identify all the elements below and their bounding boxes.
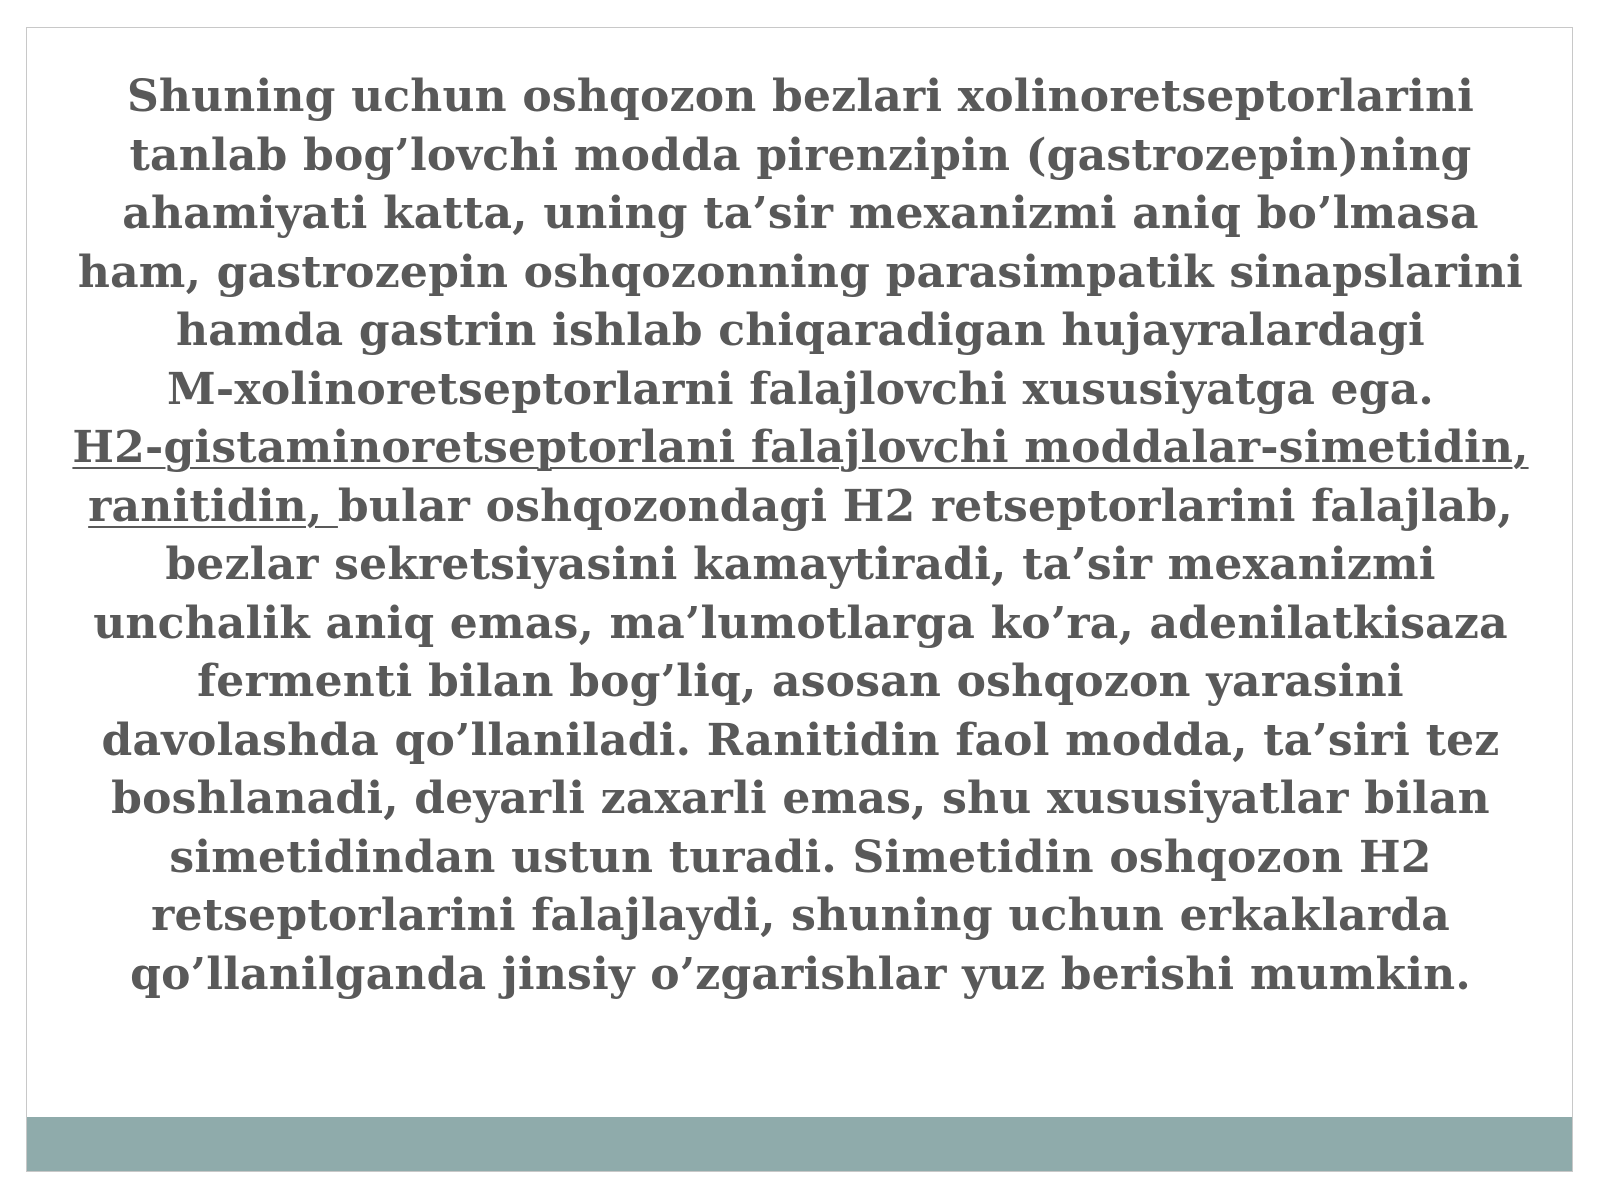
- text-line-11: fermenti bilan bog’liq, asosan oshqozon yarasini: [197, 656, 1404, 707]
- text-line-13: boshlanadi, deyarli zaxarli emas, shu xususiyatlar bilan: [111, 773, 1490, 824]
- text-line-8-rest: bular oshqozondagi H2 retseptorlarini falajlab,: [337, 480, 1513, 532]
- slide-body-text: [72, 68, 1529, 1004]
- text-line-12: davolashda qo’llaniladi. Ranitidin faol modda, ta’siri tez: [101, 714, 1500, 766]
- underlined-drug-line: H2-gistaminoretseptorlani falajlovchi moddalar-simetidin,: [72, 422, 1529, 473]
- text-line-1: Shuning uchun oshqozon bezlari xolinoretseptorlarini: [126, 71, 1475, 122]
- text-line-4: ham, gastrozepin oshqozonning parasimpatik sinapslarini: [77, 246, 1524, 298]
- text-line-6: M-xolinoretseptorlarni falajlovchi xususiyatga ega.: [167, 363, 1434, 415]
- text-line-5: hamda gastrin ishlab chiqaradigan hujayralardagi: [176, 305, 1425, 356]
- slide-frame: [26, 27, 1573, 1172]
- text-line-3: ahamiyati katta, uning ta’sir mexanizmi aniq bo’lmasa: [122, 188, 1479, 239]
- footer-band: [27, 1117, 1572, 1171]
- text-line-2: tanlab bog’lovchi modda pirenzipin (gastrozepin)ning: [129, 129, 1472, 181]
- text-line-10: unchalik aniq emas, ma’lumotlarga ko’ra, adenilatkisaza: [93, 597, 1508, 649]
- text-line-9: bezlar sekretsiyasini kamaytiradi, ta’sir mexanizmi: [165, 539, 1436, 590]
- text-line-16: qo’llanilganda jinsiy o’zgarishlar yuz berishi mumkin.: [130, 948, 1471, 1000]
- underlined-drug-name: ranitidin,: [88, 480, 338, 532]
- text-line-15: retseptorlarini falajlaydi, shuning uchun erkaklarda: [151, 890, 1450, 941]
- text-line-14: simetidindan ustun turadi. Simetidin oshqozon H2: [169, 831, 1432, 883]
- text-line-8: [72, 478, 1529, 537]
